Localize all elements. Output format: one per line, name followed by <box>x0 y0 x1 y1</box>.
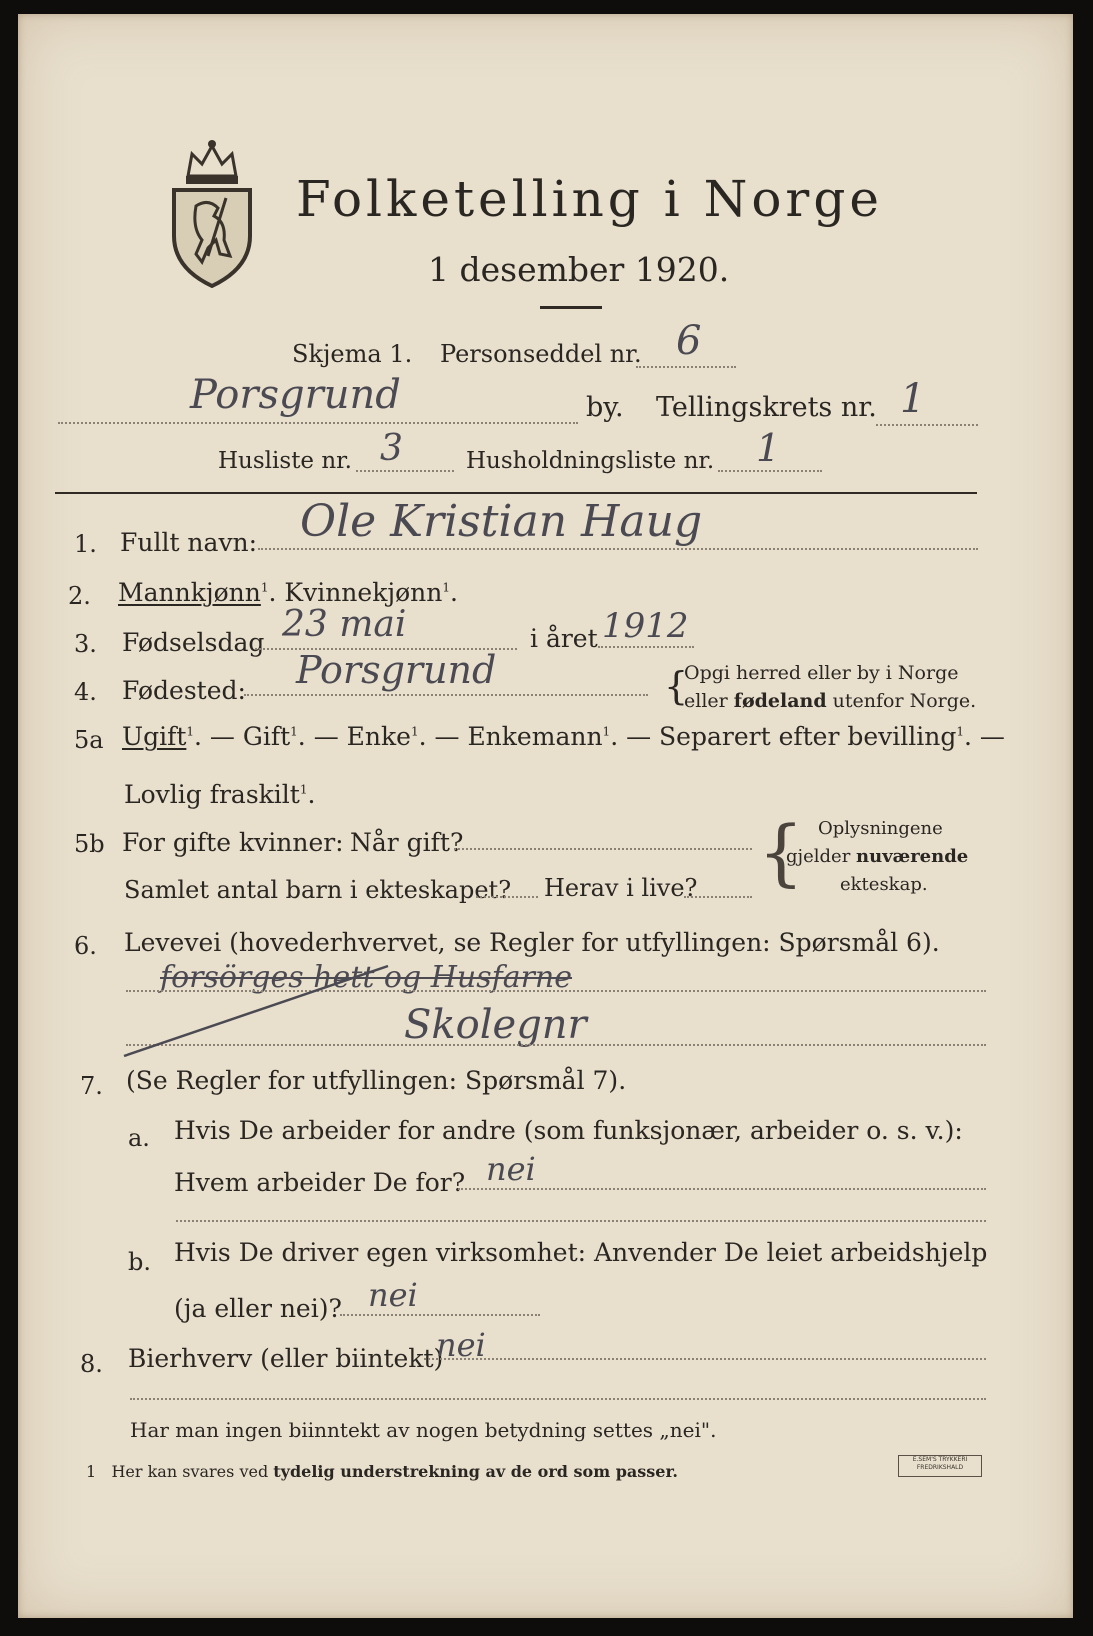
samlet-line <box>476 896 538 898</box>
employer-value: nei <box>486 1150 536 1188</box>
town-value: Porsgrund <box>190 372 401 418</box>
q6-label: Levevei (hovederhvervet, se Regler for utfyllingen: Spørsmål 6). <box>124 928 940 957</box>
livelihood-crossed-out: forsörges hett og Husfarne <box>160 960 573 995</box>
q2-number: 2. <box>68 582 91 610</box>
birthday-value: 23 mai <box>282 604 407 645</box>
town-line <box>58 422 578 424</box>
q7a-line <box>458 1188 986 1190</box>
naar-gift-line <box>454 848 752 850</box>
samlet-label: Samlet antal barn i ekteskapet? <box>124 876 512 904</box>
q5b-note-line2: gjelder nuværende <box>786 846 969 867</box>
q5b-note-line1: Oplysningene <box>818 818 943 839</box>
q1-number: 1. <box>74 530 97 558</box>
personseddel-value: 6 <box>676 318 702 364</box>
ugift-option: Ugift <box>122 722 187 751</box>
husholdning-label: Husholdningsliste nr. <box>466 448 715 474</box>
livelihood-value: Skolegnr <box>404 1002 587 1048</box>
q7a-letter: a. <box>128 1124 150 1152</box>
q8-line2 <box>130 1398 986 1400</box>
printer-mark: E.SEM'S TRYKKERI FREDRIKSHALD <box>898 1455 982 1477</box>
q8-line <box>424 1358 986 1360</box>
male-option: Mannkjønn <box>118 578 261 607</box>
footnote: 1 Her kan svares ved tydelig understrekning av de ord som passer. <box>86 1462 678 1481</box>
q3-number: 3. <box>74 630 97 658</box>
husliste-value: 3 <box>380 428 403 469</box>
herav-line <box>684 896 752 898</box>
q5a-fraskilt: Lovlig fraskilt$^1$. <box>124 780 316 809</box>
q4-number: 4. <box>74 678 97 706</box>
hired-help-value: nei <box>368 1276 418 1314</box>
husliste-line <box>356 470 454 472</box>
header-divider <box>55 492 977 494</box>
q7b-text: Hvis De driver egen virksomhet: Anvender De leiet arbeidshjelp <box>174 1238 988 1267</box>
q1-line <box>258 548 978 550</box>
livelihood-strike <box>118 960 418 1060</box>
q5a-options: Ugift$^1$. — Gift$^1$. — Enke$^1$. — Enkemann$^1$. — Separert efter bevilling$^1$. — <box>122 722 1005 751</box>
side-income-value: nei <box>436 1326 486 1364</box>
census-date: 1 desember 1920. <box>428 250 730 289</box>
q7b-question: (ja eller nei)? <box>174 1294 342 1323</box>
q5b-bracket: { <box>758 810 804 894</box>
q5b-number: 5b <box>74 830 105 858</box>
q5b-note-line3: ekteskap. <box>840 874 928 895</box>
title-divider <box>540 306 602 309</box>
no-income-note: Har man ingen biinntekt av nogen betydning settes „nei". <box>130 1418 717 1442</box>
husholdning-line <box>718 470 822 472</box>
q7a-line2 <box>176 1220 986 1222</box>
q8-number: 8. <box>80 1350 103 1378</box>
personseddel-label: Personseddel nr. <box>440 340 642 368</box>
q4-note-line2: eller fødeland utenfor Norge. <box>684 690 977 712</box>
husholdning-value: 1 <box>756 426 781 470</box>
q7a-text: Hvis De arbeider for andre (som funksjonær, arbeider o. s. v.): <box>174 1116 963 1145</box>
q7-label: (Se Regler for utfyllingen: Spørsmål 7). <box>126 1066 627 1095</box>
footnote-mark: 1 <box>260 580 269 595</box>
q7-number: 7. <box>80 1072 103 1100</box>
full-name-value: Ole Kristian Haug <box>300 496 703 547</box>
q7a-question: Hvem arbeider De for? <box>174 1168 466 1197</box>
female-option: Kvinnekjønn <box>284 578 443 607</box>
personseddel-line <box>636 366 736 368</box>
tellingskrets-value: 1 <box>900 376 926 422</box>
footnote-mark: 1 <box>442 580 450 595</box>
separert-option: Separert efter bevilling <box>659 722 957 751</box>
q8-label: Bierhverv (eller biintekt) <box>128 1344 444 1373</box>
gift-option: Gift <box>242 722 291 751</box>
birthplace-value: Porsgrund <box>296 648 497 692</box>
q7b-line <box>340 1314 540 1316</box>
q1-label: Fullt navn: <box>120 528 258 557</box>
q5a-number: 5a <box>74 726 104 754</box>
q6-number: 6. <box>74 932 97 960</box>
husliste-label: Husliste nr. <box>218 448 352 474</box>
skjema-label: Skjema 1. <box>292 340 413 368</box>
q7b-letter: b. <box>128 1248 151 1276</box>
q3-label: Fødselsdag <box>122 628 265 657</box>
q4-note-line1: Opgi herred eller by i Norge <box>684 662 959 684</box>
form-title: Folketelling i Norge <box>296 170 883 228</box>
tellingskrets-line <box>876 424 978 426</box>
q4-bracket: { <box>664 664 689 708</box>
year-label: i året <box>530 624 598 653</box>
q2-options: Mannkjønn$^1$. Kvinnekjønn$^1$. <box>118 578 458 607</box>
tellingskrets-label: Tellingskrets nr. <box>656 392 877 423</box>
fraskilt-option: Lovlig fraskilt <box>124 780 300 809</box>
q5b-label: For gifte kvinner: <box>122 828 344 857</box>
q4-label: Fødested: <box>122 676 246 705</box>
enke-option: Enke <box>346 722 411 751</box>
naar-gift-label: Når gift? <box>350 828 464 857</box>
coat-of-arms-icon <box>168 136 256 288</box>
q4-line <box>244 694 648 696</box>
by-label: by. <box>586 392 624 423</box>
enkemann-option: Enkemann <box>467 722 603 751</box>
herav-label: Herav i live? <box>544 874 698 902</box>
year-line <box>598 646 694 648</box>
birth-year-value: 1912 <box>602 606 689 646</box>
